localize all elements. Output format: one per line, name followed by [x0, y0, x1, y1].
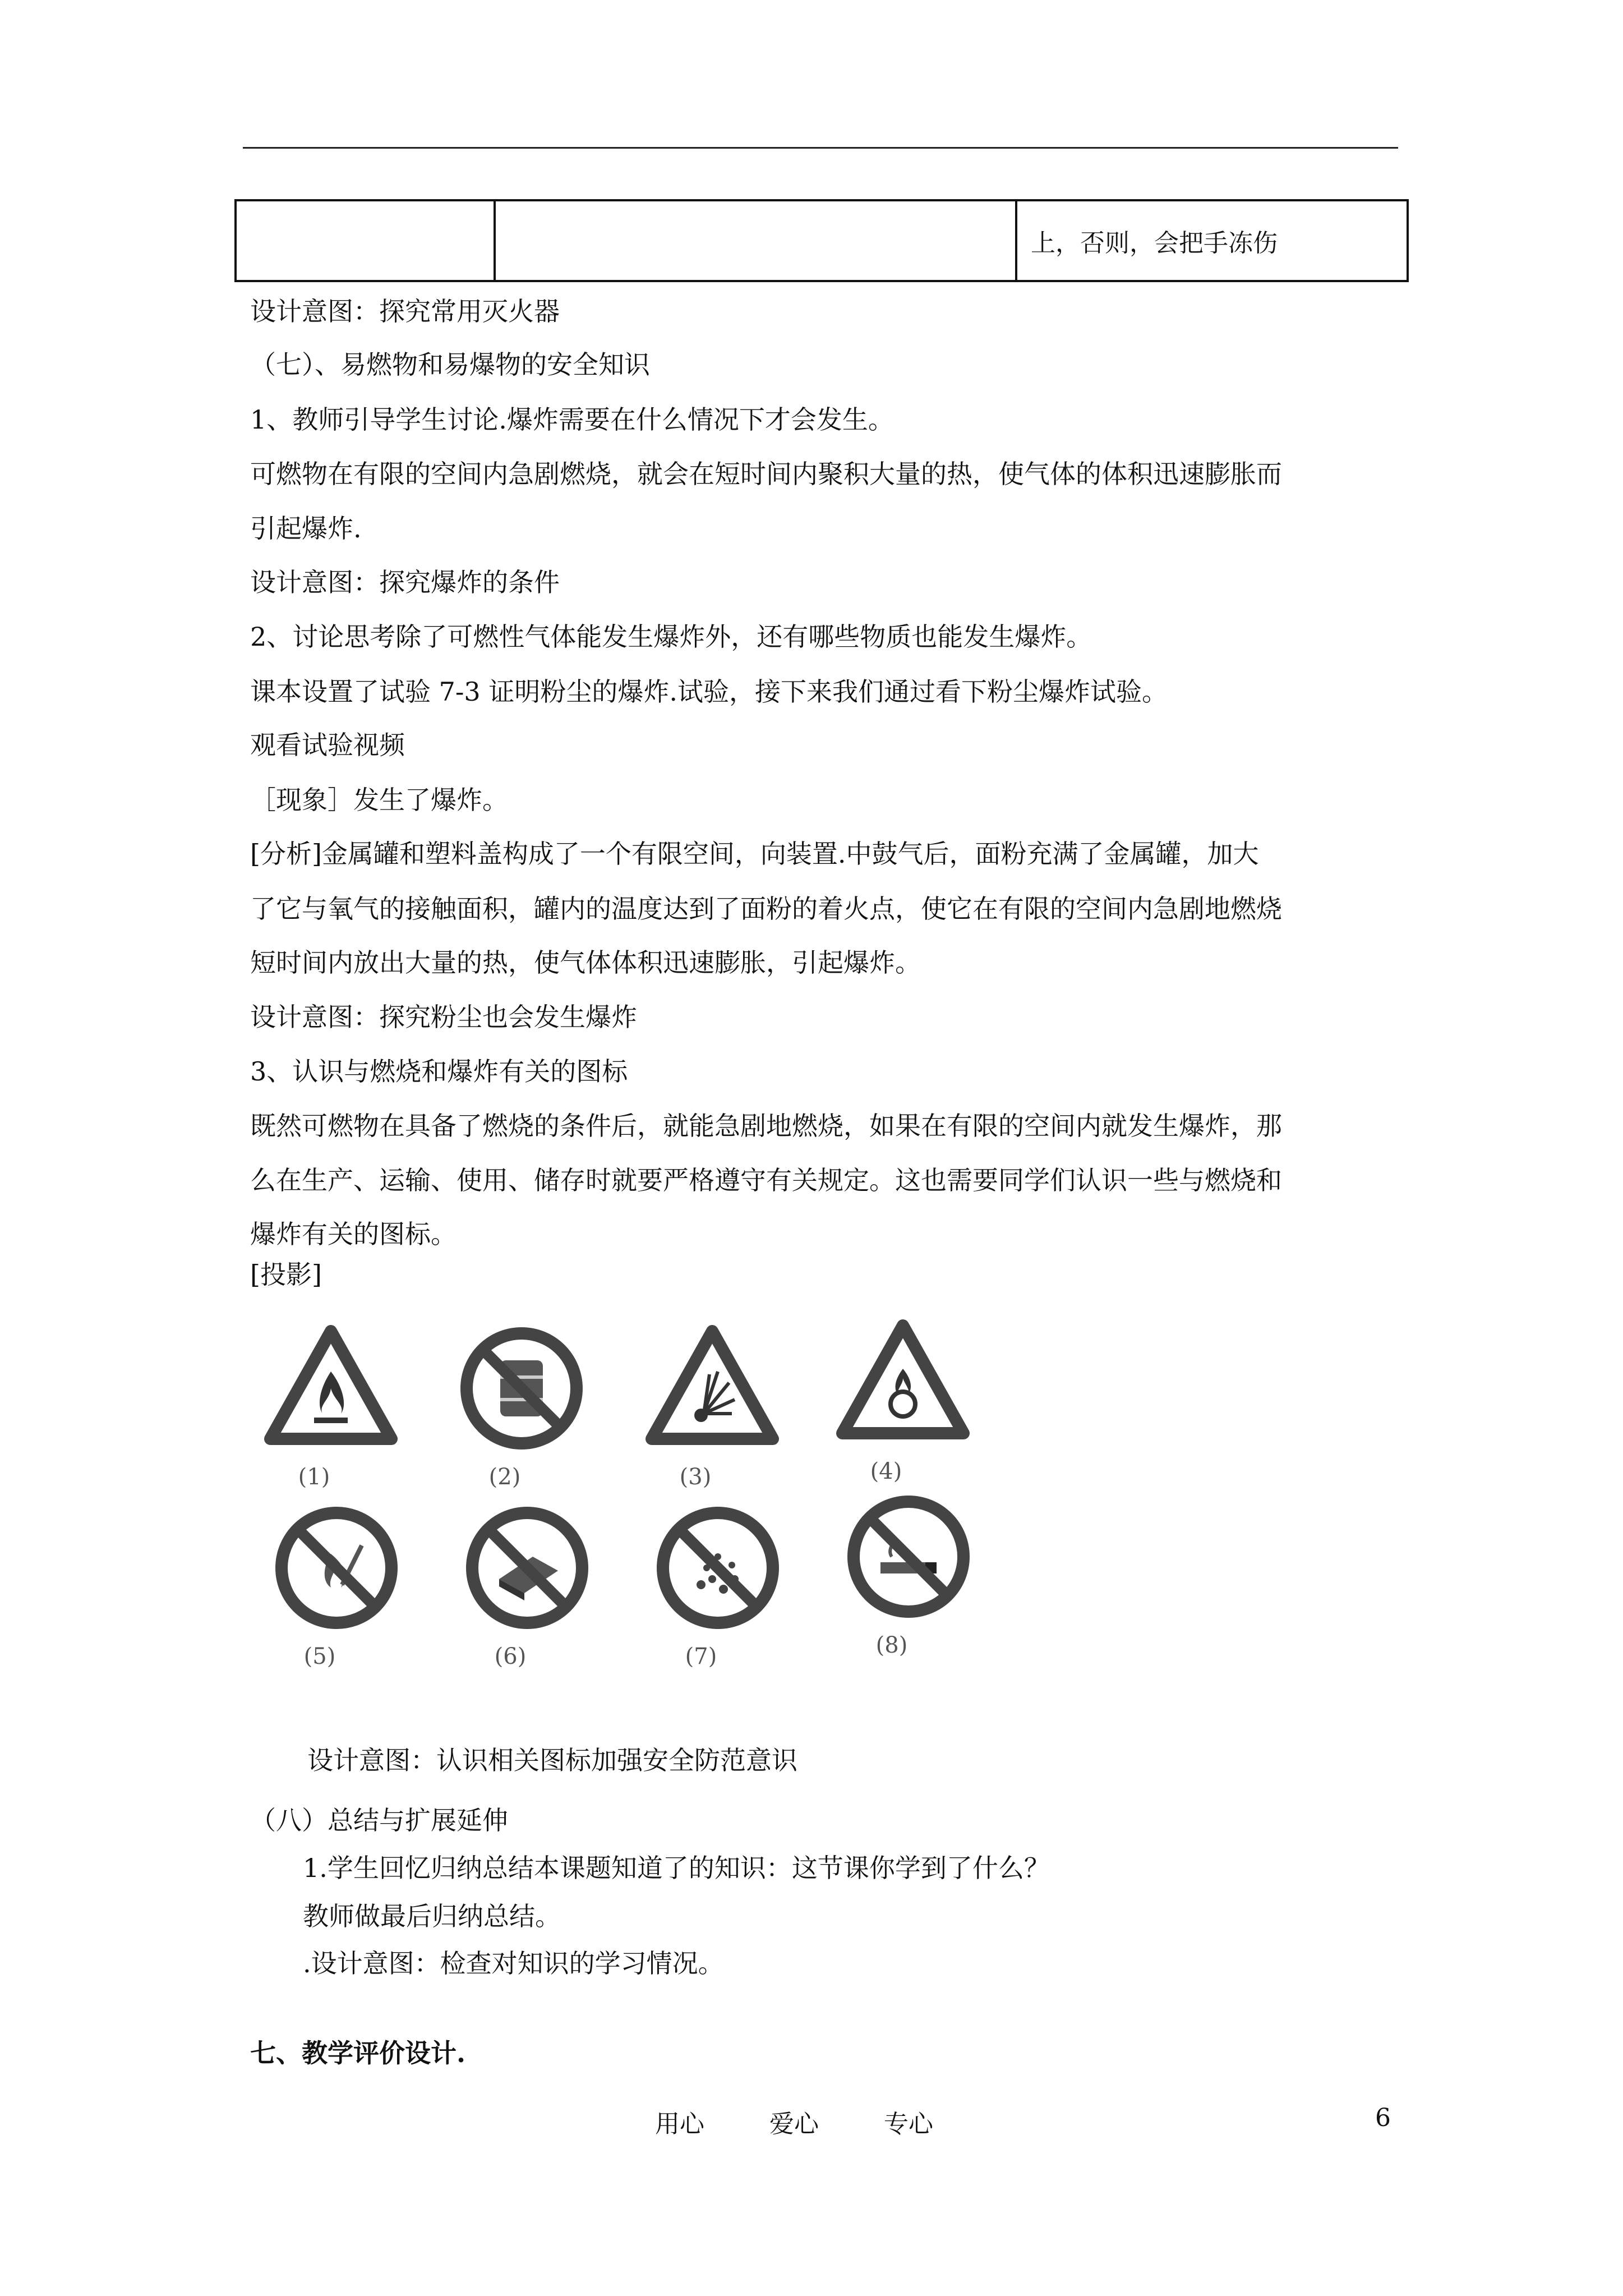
section-heading-8: （八）总结与扩展延伸 [250, 1805, 508, 1835]
text-line: 设计意图：探究爆炸的条件 [250, 567, 560, 597]
sign-caption: (4) [870, 1458, 902, 1484]
no-smoking-icon [841, 1489, 976, 1624]
table-cell-1 [236, 200, 495, 281]
text-line: .设计意图：检查对知识的学习情况。 [303, 1948, 724, 1978]
text-line: 教师做最后归纳总结。 [303, 1901, 561, 1931]
sign-caption: (7) [685, 1644, 717, 1669]
text-line: ［现象］发生了爆炸。 [250, 785, 508, 815]
text-line: 观看试验视频 [250, 730, 405, 760]
text-line: 既然可燃物在具备了燃烧的条件后，就能急剧地燃烧，如果在有限的空间内就发生爆炸，那 [250, 1111, 1282, 1141]
text-line: 么在生产、运输、使用、储存时就要严格遵守有关规定。这也需要同学们认识一些与燃烧和 [250, 1165, 1282, 1195]
sign-caption: (1) [298, 1464, 330, 1490]
text-line: 课本设置了试验 7-3 证明粉尘的爆炸.试验，接下来我们通过看下粉尘爆炸试验。 [250, 677, 1168, 707]
table-cell-3: 上，否则，会把手冻伤 [1016, 200, 1408, 281]
footer-right: 专心 [884, 2110, 933, 2138]
text-line: [投影] [250, 1259, 322, 1290]
text-line: 引起爆炸. [250, 513, 362, 544]
sign-caption: (3) [679, 1464, 712, 1490]
text-line: 可燃物在有限的空间内急剧燃烧，就会在短时间内聚积大量的热，使气体的体积迅速膨胀而 [250, 459, 1282, 489]
text-line: 了它与氧气的接触面积，罐内的温度达到了面粉的着火点，使它在有限的空间内急剧地燃烧 [250, 894, 1282, 924]
sign-2 [437, 1321, 606, 1501]
text-line: 设计意图：探究粉尘也会发生爆炸 [250, 1002, 637, 1032]
sign-caption: (6) [494, 1644, 527, 1669]
sign-5 [252, 1501, 421, 1680]
header-rule [243, 147, 1398, 149]
no-matches-icon [460, 1501, 594, 1635]
text-line: 2、讨论思考除了可燃性气体能发生爆炸外，还有哪些物质也能发生爆炸。 [250, 622, 1092, 652]
sign-6 [443, 1501, 611, 1680]
text-line: 设计意图：探究常用灭火器 [250, 296, 560, 326]
text-line: 短时间内放出大量的热，使气体体积迅速膨胀，引起爆炸。 [250, 947, 921, 978]
table-row [236, 200, 1408, 281]
text-line: 3、认识与燃烧和爆炸有关的图标 [250, 1056, 628, 1087]
sign-caption: (2) [488, 1464, 521, 1490]
footer-left: 用心 [655, 2110, 704, 2138]
section-heading-7: （七）、易燃物和易爆物的安全知识 [250, 349, 650, 380]
text-line: 设计意图：认识相关图标加强安全防范意识 [307, 1745, 797, 1775]
sign-caption: (8) [875, 1632, 908, 1658]
sign-7 [634, 1501, 802, 1680]
table-cell-2 [495, 200, 1016, 281]
no-fireworks-icon [651, 1501, 785, 1635]
sign-3 [628, 1321, 796, 1501]
footer-middle: 爱心 [769, 2110, 819, 2138]
text-line: 1.学生回忆归纳总结本课题知道了的知识：这节课你学到了什么？ [303, 1853, 1050, 1883]
text-line: 爆炸有关的图标。 [250, 1219, 457, 1249]
section-heading: 七、教学评价设计. [250, 2038, 466, 2068]
sign-4 [819, 1315, 987, 1495]
flammable-triangle-icon [264, 1321, 398, 1456]
oxidizer-triangle-icon [836, 1315, 970, 1450]
sign-1 [247, 1321, 415, 1501]
sign-caption: (5) [303, 1644, 336, 1669]
sign-8 [824, 1489, 993, 1669]
explosive-triangle-icon [645, 1321, 780, 1456]
continued-table [234, 199, 1409, 282]
no-barrel-icon [454, 1321, 589, 1456]
safety-signs-figure [247, 1321, 987, 1691]
text-line: [分析]金属罐和塑料盖构成了一个有限空间，向装置.中鼓气后，面粉充满了金属罐，加大 [250, 839, 1259, 869]
no-open-flame-icon [269, 1501, 404, 1635]
text-line: 1、教师引导学生讨论.爆炸需要在什么情况下才会发生。 [250, 404, 894, 435]
page-number: 6 [1375, 2104, 1391, 2132]
